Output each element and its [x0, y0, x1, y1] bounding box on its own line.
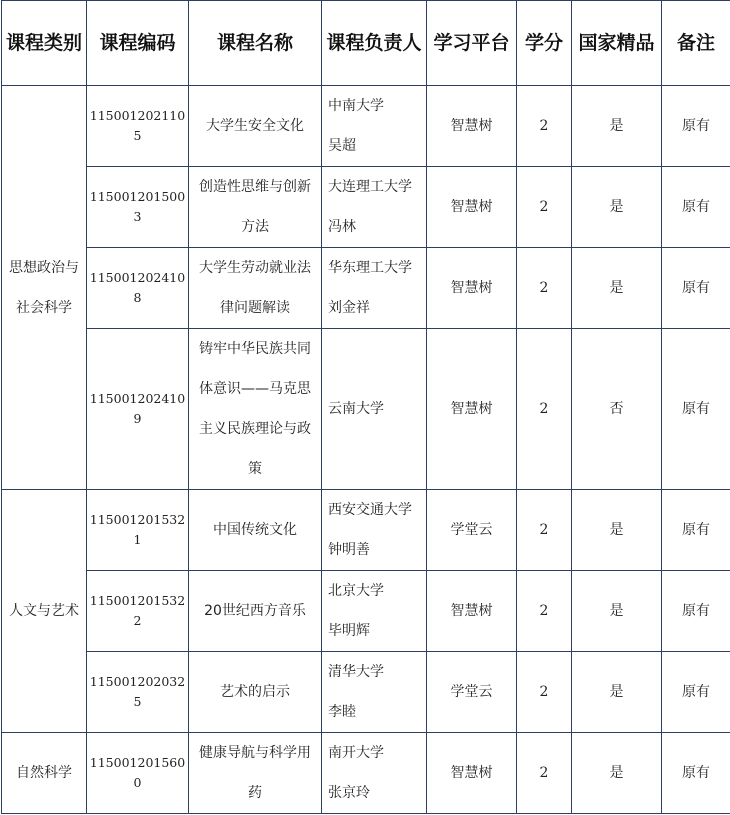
- course-platform: 智慧树: [427, 571, 517, 652]
- course-remark: 原有: [662, 652, 730, 733]
- course-code: 1150012015600: [87, 733, 189, 814]
- course-remark: 原有: [662, 167, 730, 248]
- course-name: 大学生劳动就业法律问题解读: [189, 248, 322, 329]
- leader-teacher: 毕明辉: [328, 623, 370, 639]
- course-code: 1150012024109: [87, 329, 189, 490]
- header-platform: 学习平台: [427, 1, 517, 86]
- leader-school: 华东理工大学: [328, 260, 412, 276]
- course-credit: 2: [517, 490, 572, 571]
- course-platform: 智慧树: [427, 86, 517, 167]
- course-national: 是: [572, 733, 662, 814]
- leader-school: 南开大学: [328, 745, 384, 761]
- course-name: 20世纪西方音乐: [189, 571, 322, 652]
- course-national: 是: [572, 571, 662, 652]
- table-row: [2, 733, 730, 814]
- table-row: [2, 86, 730, 167]
- course-code: 1150012024108: [87, 248, 189, 329]
- course-table: [1, 0, 730, 814]
- leader-teacher: 吴超: [328, 138, 356, 154]
- course-code: 1150012015003: [87, 167, 189, 248]
- table-row: [2, 248, 730, 329]
- course-name: 大学生安全文化: [189, 86, 322, 167]
- leader-school: 中南大学: [328, 98, 384, 114]
- course-leader: [322, 167, 427, 248]
- header-name: 课程名称: [189, 1, 322, 86]
- leader-school: 西安交通大学: [328, 502, 412, 518]
- leader-school: 北京大学: [328, 583, 384, 599]
- header-remark: 备注: [662, 1, 730, 86]
- course-leader: [322, 571, 427, 652]
- course-leader: [322, 652, 427, 733]
- course-credit: 2: [517, 167, 572, 248]
- course-credit: 2: [517, 733, 572, 814]
- course-code: 1150012015322: [87, 571, 189, 652]
- header-code: 课程编码: [87, 1, 189, 86]
- course-leader: [322, 733, 427, 814]
- leader-teacher: 刘金祥: [328, 300, 370, 316]
- course-code: 1150012020325: [87, 652, 189, 733]
- course-leader: [322, 490, 427, 571]
- course-name: 铸牢中华民族共同体意识——马克思主义民族理论与政策: [189, 329, 322, 490]
- course-remark: 原有: [662, 86, 730, 167]
- leader-school: 大连理工大学: [328, 179, 412, 195]
- course-code: 1150012021105: [87, 86, 189, 167]
- leader-teacher: 钟明善: [328, 542, 370, 558]
- table-row: [2, 652, 730, 733]
- course-remark: 原有: [662, 571, 730, 652]
- course-remark: 原有: [662, 733, 730, 814]
- course-platform: 学堂云: [427, 490, 517, 571]
- course-credit: 2: [517, 652, 572, 733]
- course-platform: 智慧树: [427, 733, 517, 814]
- course-national: 是: [572, 652, 662, 733]
- leader-teacher: 冯林: [328, 219, 356, 235]
- course-leader: [322, 329, 427, 490]
- table-row: [2, 167, 730, 248]
- course-leader: [322, 248, 427, 329]
- category-label: 自然科学: [16, 765, 72, 781]
- course-credit: 2: [517, 86, 572, 167]
- header-row: [2, 1, 730, 86]
- course-credit: 2: [517, 248, 572, 329]
- course-platform: 智慧树: [427, 167, 517, 248]
- course-name: 创造性思维与创新方法: [189, 167, 322, 248]
- course-national: 是: [572, 167, 662, 248]
- course-national: 否: [572, 329, 662, 490]
- course-national: 是: [572, 86, 662, 167]
- leader-teacher: 张京玲: [328, 785, 370, 801]
- header-leader: 课程负责人: [322, 1, 427, 86]
- course-code: 1150012015321: [87, 490, 189, 571]
- table-row: [2, 490, 730, 571]
- header-category: 课程类别: [2, 1, 87, 86]
- course-credit: 2: [517, 329, 572, 490]
- course-platform: 智慧树: [427, 248, 517, 329]
- table-row: [2, 329, 730, 490]
- category-cell: [2, 86, 87, 490]
- category-cell: [2, 490, 87, 733]
- course-credit: 2: [517, 571, 572, 652]
- course-national: 是: [572, 248, 662, 329]
- header-credit: 学分: [517, 1, 572, 86]
- course-name: 健康导航与科学用药: [189, 733, 322, 814]
- course-remark: 原有: [662, 329, 730, 490]
- table-row: [2, 571, 730, 652]
- category-label: 人文与艺术: [9, 603, 79, 619]
- course-leader: [322, 86, 427, 167]
- category-label: 思想政治与社会科学: [9, 259, 79, 316]
- header-national: 国家精品: [572, 1, 662, 86]
- course-platform: 智慧树: [427, 329, 517, 490]
- course-national: 是: [572, 490, 662, 571]
- course-name: 艺术的启示: [189, 652, 322, 733]
- category-cell: [2, 733, 87, 814]
- leader-teacher: 李睦: [328, 704, 356, 720]
- course-name: 中国传统文化: [189, 490, 322, 571]
- course-remark: 原有: [662, 490, 730, 571]
- leader-school: 云南大学: [328, 401, 384, 417]
- course-remark: 原有: [662, 248, 730, 329]
- leader-school: 清华大学: [328, 664, 384, 680]
- course-platform: 学堂云: [427, 652, 517, 733]
